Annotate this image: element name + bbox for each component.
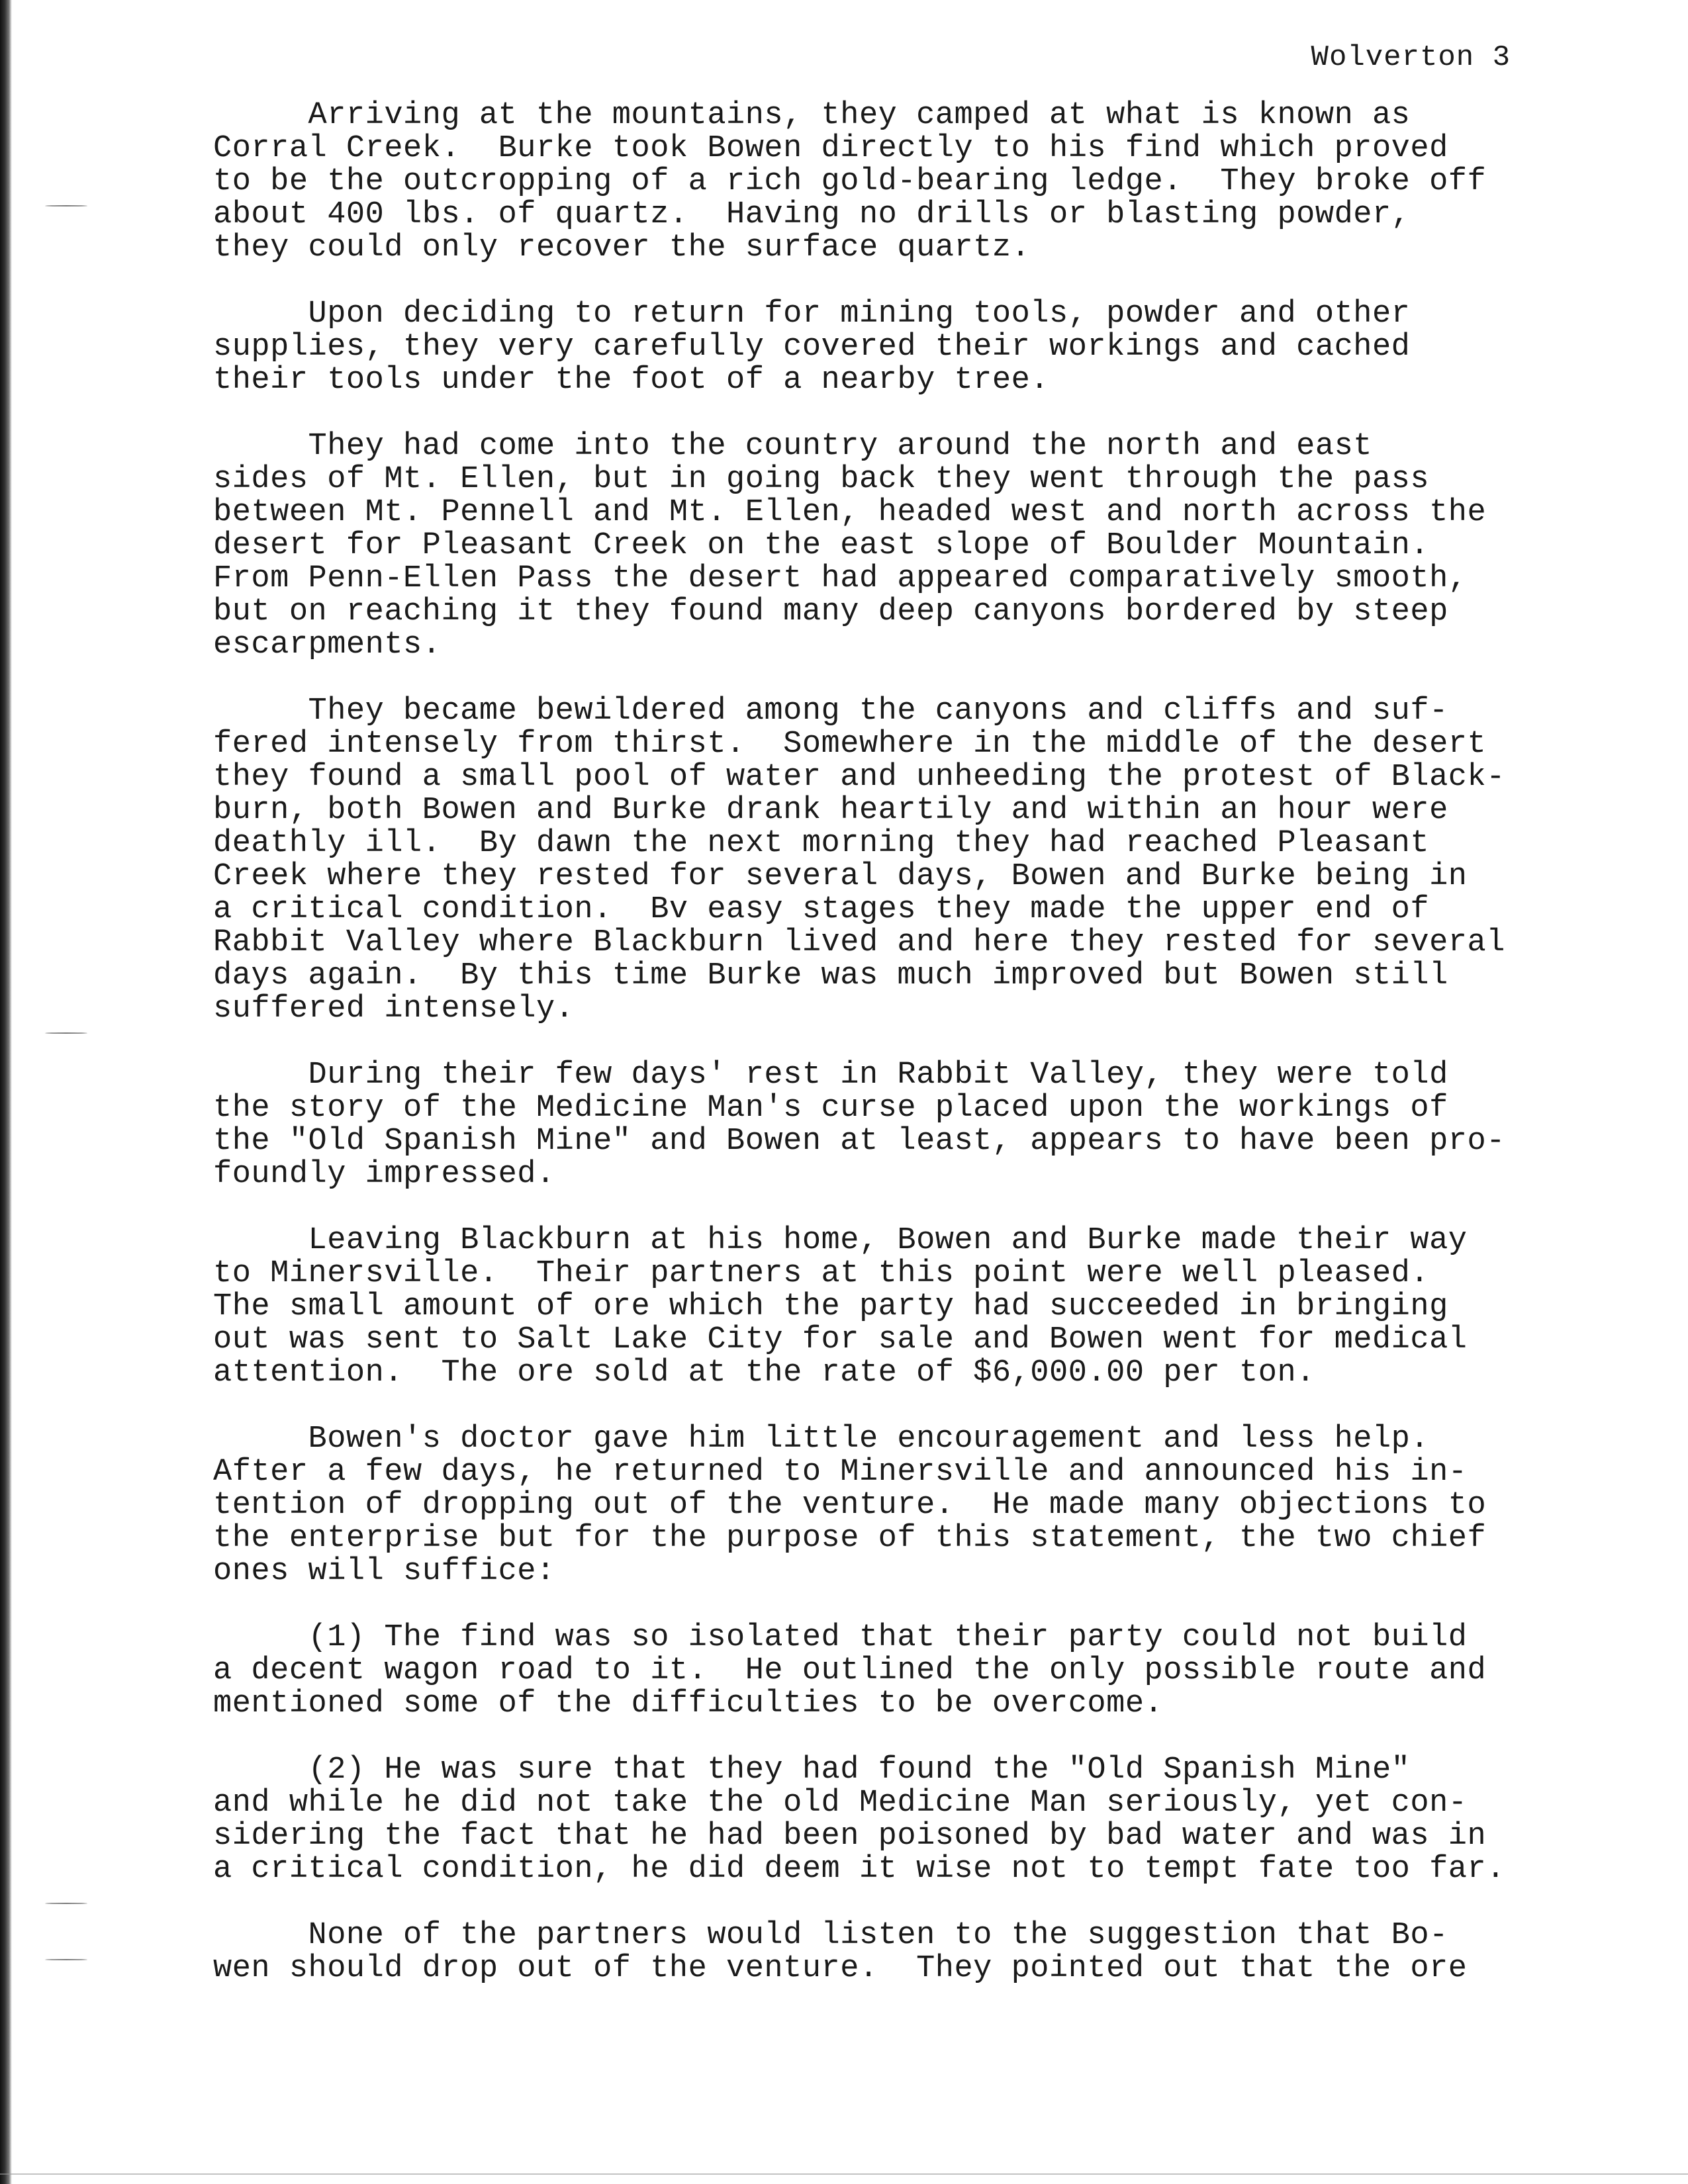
margin-mark-1 (45, 205, 87, 206)
text-line: desert for Pleasant Creek on the east slope of Boulder Mountain. (213, 528, 1430, 563)
paragraph-5 (213, 1059, 1564, 1191)
text-line: Corral Creek. Burke took Bowen directly to his find which proved (213, 131, 1448, 166)
text-line: a critical condition, he did deem it wise not to tempt fate too far. (213, 1852, 1505, 1887)
text-line: They had come into the country around the north and east (213, 429, 1372, 464)
text-line: deathly ill. By dawn the next morning they had reached Pleasant (213, 826, 1430, 861)
text-line: wen should drop out of the venture. They pointed out that the ore (213, 1951, 1468, 1986)
text-line: about 400 lbs. of quartz. Having no drills or blasting powder, (213, 197, 1411, 232)
page-label: Wolverton 3 (1311, 41, 1511, 74)
text-line: (2) He was sure that they had found the "Old Spanish Mine" (213, 1752, 1411, 1788)
text-line: The small amount of ore which the party had succeeded in bringing (213, 1289, 1448, 1324)
text-line: Upon deciding to return for mining tools, powder and other (213, 296, 1411, 332)
text-line: a critical condition. Bv easy stages they made the upper end of (213, 892, 1430, 927)
text-line: they could only recover the surface quartz. (213, 230, 1031, 265)
margin-mark-4 (45, 1959, 87, 1960)
margin-mark-3 (45, 1903, 87, 1904)
text-line: mentioned some of the difficulties to be overcome. (213, 1686, 1164, 1721)
text-line: tention of dropping out of the venture. He made many objections to (213, 1488, 1487, 1523)
text-line: but on reaching it they found many deep canyons bordered by steep (213, 594, 1448, 629)
text-line: a decent wagon road to it. He outlined the only possible route and (213, 1653, 1487, 1688)
paragraph-1 (213, 99, 1564, 265)
document-body (213, 99, 1564, 2019)
scan-bottom-edge (0, 2173, 1688, 2175)
text-line: (1) The find was so isolated that their party could not build (213, 1620, 1468, 1655)
paragraph-2 (213, 298, 1564, 397)
text-line: Rabbit Valley where Blackburn lived and here they rested for several (213, 925, 1505, 960)
text-line: They became bewildered among the canyons and cliffs and suf- (213, 694, 1448, 729)
paragraph-6 (213, 1224, 1564, 1390)
text-line: foundly impressed. (213, 1157, 555, 1192)
text-line: out was sent to Salt Lake City for sale and Bowen went for medical (213, 1322, 1468, 1357)
text-line: the enterprise but for the purpose of this statement, the two chief (213, 1521, 1487, 1556)
paragraph-8 (213, 1621, 1564, 1721)
text-line: Bowen's doctor gave him little encouragement and less help. (213, 1422, 1430, 1457)
text-line: days again. By this time Burke was much improved but Bowen still (213, 958, 1448, 993)
paragraph-9 (213, 1754, 1564, 1886)
text-line: sides of Mt. Ellen, but in going back they went through the pass (213, 462, 1430, 497)
paragraph-4 (213, 695, 1564, 1026)
text-line: the "Old Spanish Mine" and Bowen at least, appears to have been pro- (213, 1124, 1505, 1159)
text-line: fered intensely from thirst. Somewhere in the middle of the desert (213, 727, 1487, 762)
text-line: to be the outcropping of a rich gold-bearing ledge. They broke off (213, 164, 1487, 199)
paragraph-3 (213, 430, 1564, 662)
text-line: to Minersville. Their partners at this point were well pleased. (213, 1256, 1430, 1291)
text-line: Leaving Blackburn at his home, Bowen and Burke made their way (213, 1223, 1468, 1258)
text-line: their tools under the foot of a nearby tree. (213, 363, 1050, 398)
margin-mark-2 (45, 1032, 87, 1034)
text-line: During their few days' rest in Rabbit Valley, they were told (213, 1058, 1448, 1093)
text-line: and while he did not take the old Medicine Man seriously, yet con- (213, 1786, 1468, 1821)
text-line: sidering the fact that he had been poisoned by bad water and was in (213, 1819, 1487, 1854)
text-line: None of the partners would listen to the suggestion that Bo- (213, 1918, 1448, 1953)
text-line: the story of the Medicine Man's curse placed upon the workings of (213, 1091, 1448, 1126)
text-line: ones will suffice: (213, 1554, 555, 1589)
paragraph-10 (213, 1919, 1564, 1985)
text-line: attention. The ore sold at the rate of $6,000.00 per ton. (213, 1355, 1315, 1390)
text-line: burn, both Bowen and Burke drank heartily and within an hour were (213, 793, 1448, 828)
text-line: they found a small pool of water and unheeding the protest of Black- (213, 760, 1505, 795)
paragraph-7 (213, 1423, 1564, 1588)
text-line: Arriving at the mountains, they camped at what is known as (213, 98, 1411, 133)
text-line: supplies, they very carefully covered their workings and cached (213, 330, 1411, 365)
text-line: escarpments. (213, 627, 442, 662)
text-line: After a few days, he returned to Minersville and announced his in- (213, 1455, 1468, 1490)
text-line: between Mt. Pennell and Mt. Ellen, headed west and north across the (213, 495, 1487, 530)
text-line: From Penn-Ellen Pass the desert had appeared comparatively smooth, (213, 561, 1468, 596)
scan-binding-edge (0, 0, 12, 2184)
text-line: suffered intensely. (213, 991, 575, 1026)
text-line: Creek where they rested for several days, Bowen and Burke being in (213, 859, 1468, 894)
